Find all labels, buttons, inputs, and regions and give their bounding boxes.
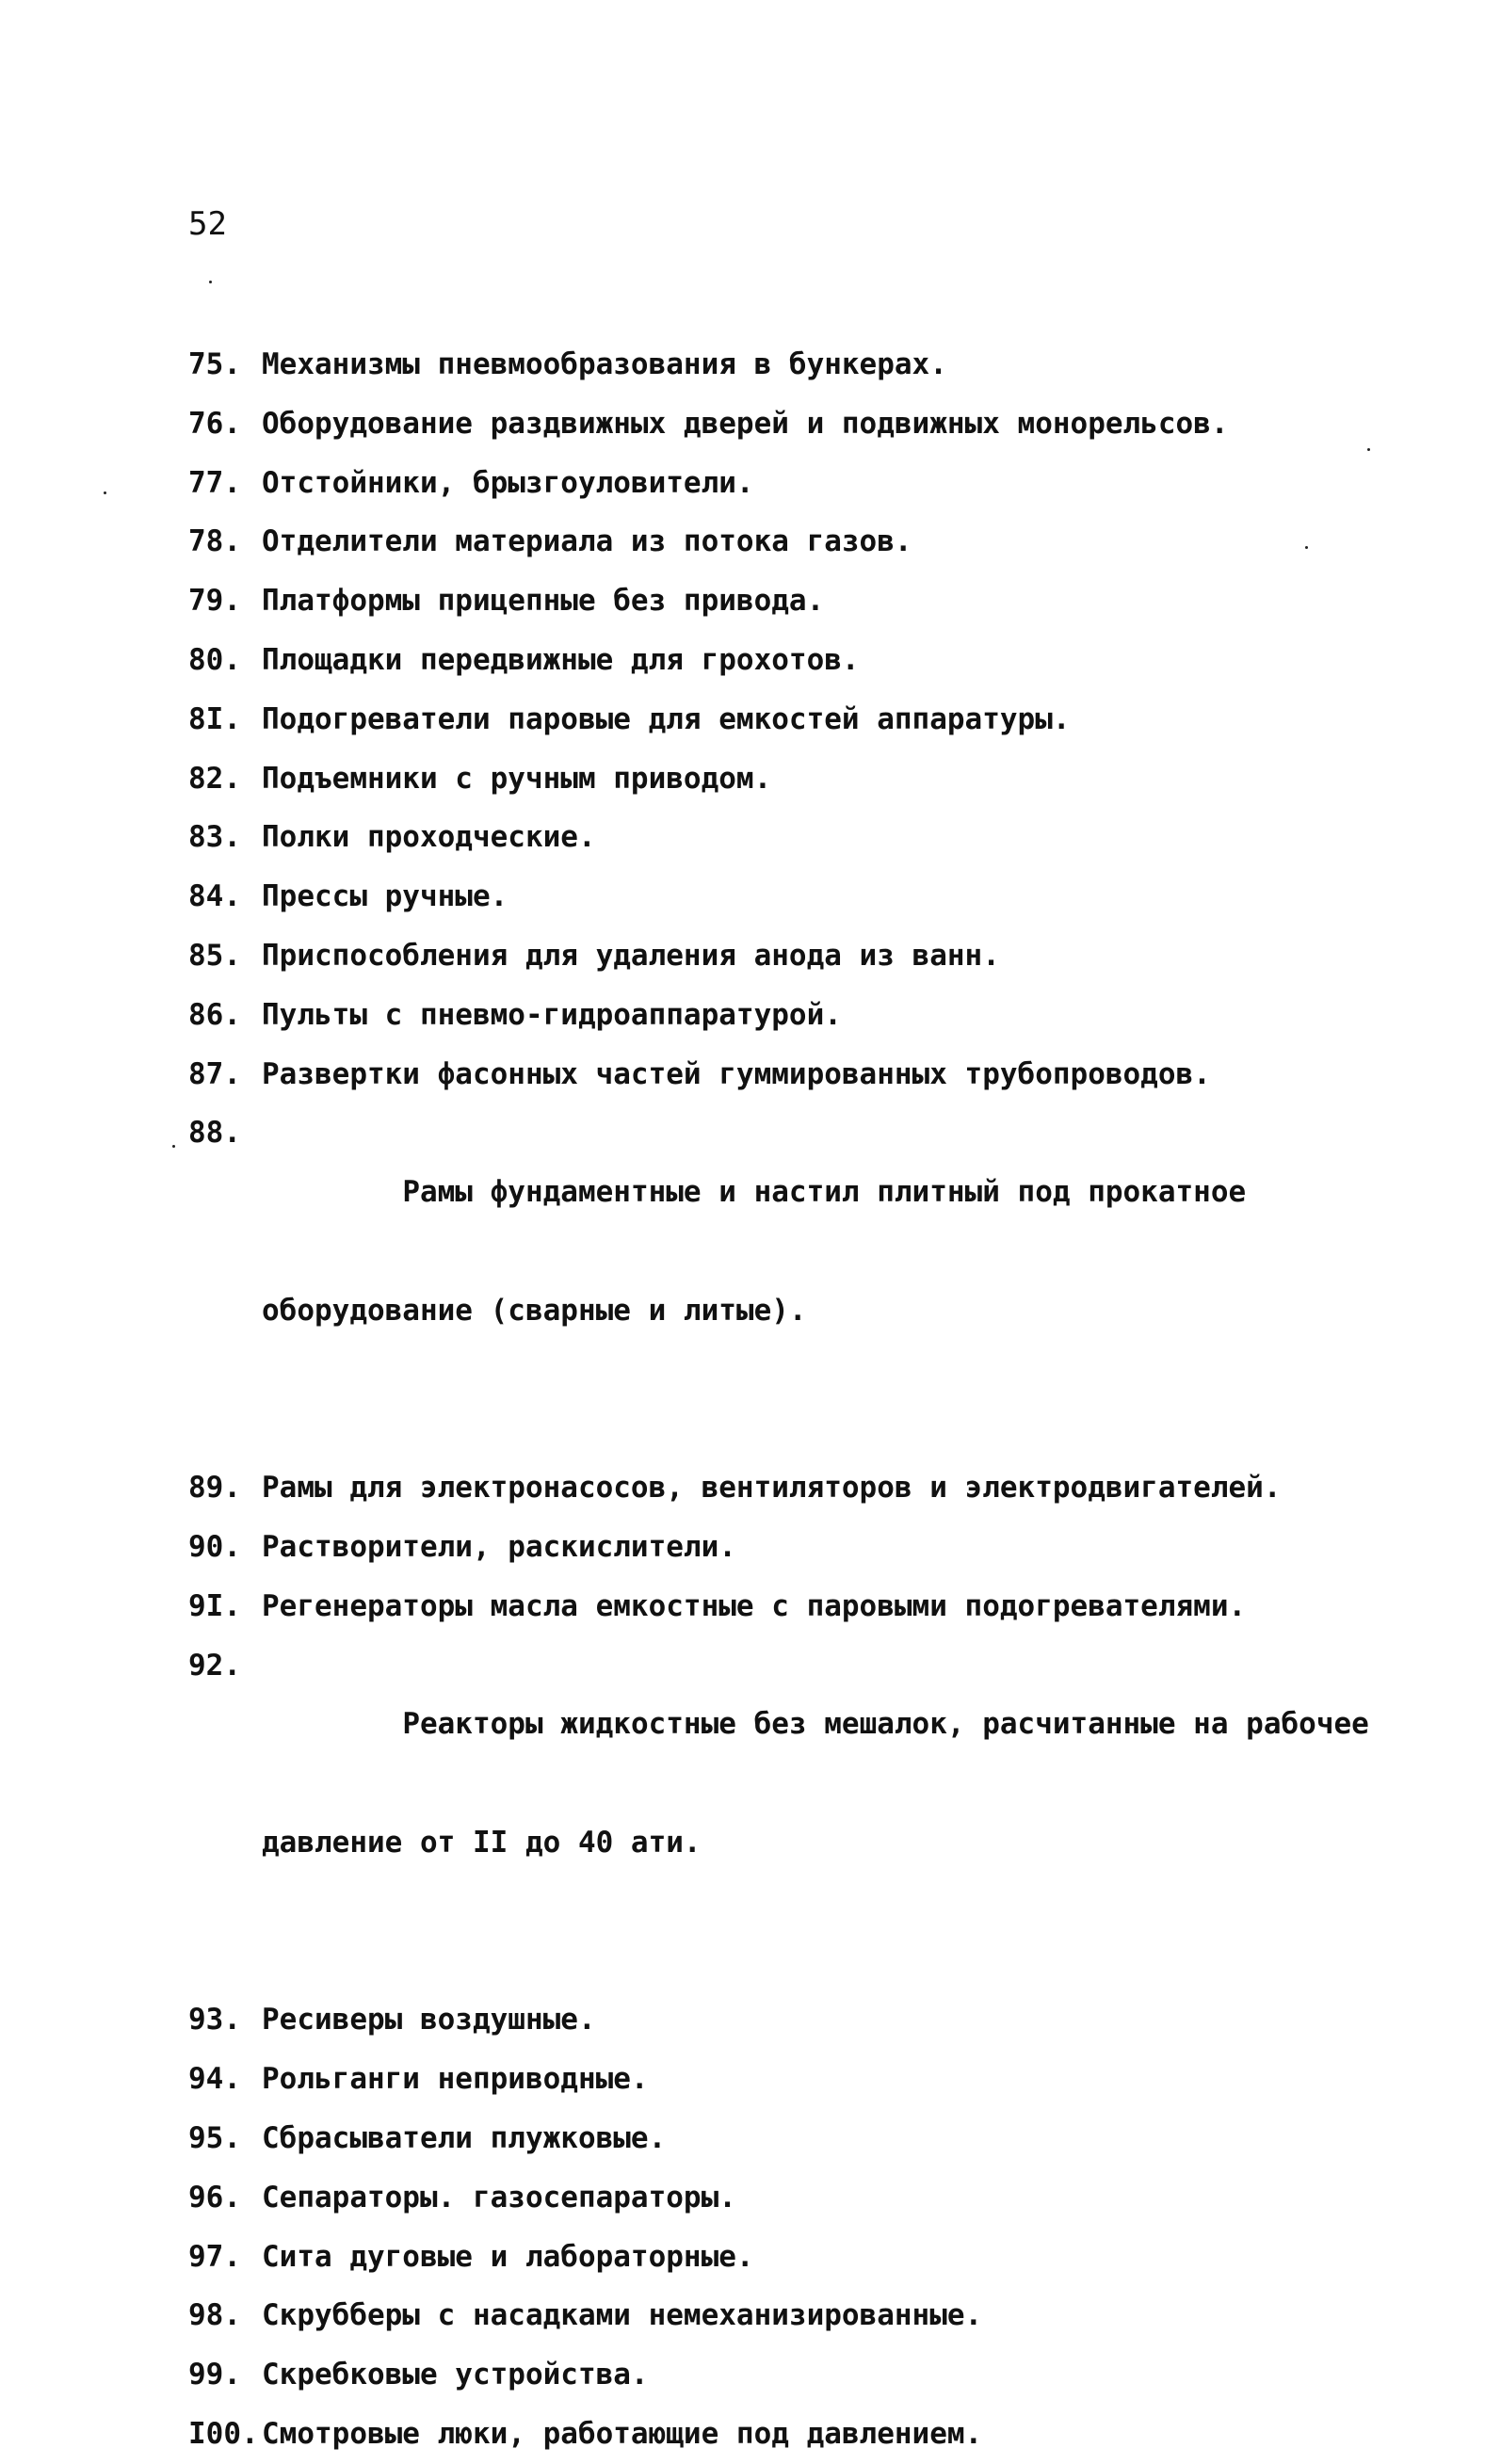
list-item <box>188 512 1412 572</box>
list-item <box>188 1103 1412 1458</box>
item-text: Платформы прицепные без привода. <box>262 584 825 619</box>
item-text: Ресиверы воздушные. <box>262 2003 596 2037</box>
item-text: Приспособления для удаления анода из ванн. <box>262 938 1000 973</box>
item-text: Подъемники с ручным приводом. <box>262 761 772 796</box>
item-number: 79. <box>188 584 241 619</box>
scan-speck <box>104 491 106 494</box>
list-item <box>188 395 1412 454</box>
item-number: 95. <box>188 2120 241 2155</box>
item-number: 86. <box>188 997 241 1032</box>
item-text: Реакторы жидкостные без мешалок, расчитанные на рабочее <box>402 1707 1369 1742</box>
item-text-continuation: давление от II до 40 ати. <box>262 1825 702 1860</box>
list-item <box>188 2345 1412 2405</box>
page-number: 52 <box>188 205 227 243</box>
scan-speck <box>1305 546 1308 549</box>
item-number: 80. <box>188 642 241 677</box>
item-text: Сбрасыватели плужковые. <box>262 2120 667 2155</box>
item-text: Сита дуговые и лабораторные. <box>262 2239 754 2274</box>
item-text-continuation: оборудование (сварные и литые). <box>262 1293 807 1328</box>
list-item <box>188 926 1412 986</box>
item-text: Скрубберы с насадками немеханизированные. <box>262 2298 983 2333</box>
list-item <box>188 335 1412 395</box>
item-text: Рамы для электронасосов, вентиляторов и электродвигателей. <box>262 1471 1282 1506</box>
list-item <box>188 1518 1412 1577</box>
item-number: 98. <box>188 2298 241 2333</box>
item-text: Регенераторы масла емкостные с паровыми подогревателями. <box>262 1588 1247 1623</box>
list-item <box>188 1636 1412 1991</box>
item-text: Подогреватели паровые для емкостей аппаратуры. <box>262 701 1071 736</box>
item-number: 82. <box>188 761 241 796</box>
list-item <box>188 1577 1412 1636</box>
item-number: 92. <box>188 1648 241 1683</box>
item-text: Пульты с пневмо-гидроаппаратурой. <box>262 997 842 1032</box>
item-number: 75. <box>188 347 241 381</box>
item-text: Отделители материала из потока газов. <box>262 524 912 559</box>
item-text: Растворители, раскислители. <box>262 1529 736 1564</box>
list-item <box>188 690 1412 749</box>
list-item <box>188 867 1412 926</box>
item-number: 84. <box>188 879 241 914</box>
list-item <box>188 986 1412 1045</box>
item-number: 85. <box>188 938 241 973</box>
scan-speck <box>172 1145 175 1148</box>
item-text: Рольганги неприводные. <box>262 2062 649 2097</box>
item-number: 87. <box>188 1056 241 1091</box>
item-number: 78. <box>188 524 241 559</box>
list-item <box>188 2228 1412 2287</box>
list-item <box>188 808 1412 867</box>
item-text: Механизмы пневмообразования в бункерах. <box>262 347 947 381</box>
item-number: 94. <box>188 2062 241 2097</box>
item-number: 99. <box>188 2358 241 2392</box>
list-item <box>188 1990 1412 2050</box>
item-number: 77. <box>188 465 241 500</box>
item-number: 83. <box>188 820 241 855</box>
item-number: 8I. <box>188 701 241 736</box>
list-item <box>188 2286 1412 2345</box>
item-text: Смотровые люки, работающие под давлением. <box>262 2416 983 2451</box>
item-text: Сепараторы. газосепараторы. <box>262 2180 736 2214</box>
list-item <box>188 749 1412 809</box>
item-text: Скребковые устройства. <box>262 2358 649 2392</box>
item-text: Оборудование раздвижных дверей и подвижных монорельсов. <box>262 406 1229 441</box>
scan-speck <box>1367 448 1370 451</box>
item-number: 89. <box>188 1471 241 1506</box>
item-number: 93. <box>188 2003 241 2037</box>
item-text: Развертки фасонных частей гуммированных трубопроводов. <box>262 1056 1211 1091</box>
list-item <box>188 2050 1412 2109</box>
equipment-list <box>188 335 1412 2464</box>
list-item <box>188 454 1412 513</box>
item-text: Полки проходческие. <box>262 820 596 855</box>
list-item <box>188 1458 1412 1518</box>
list-item <box>188 2168 1412 2228</box>
list-item <box>188 2405 1412 2464</box>
item-number: 88. <box>188 1116 241 1151</box>
item-text: Прессы ручные. <box>262 879 508 914</box>
scan-speck <box>209 281 212 283</box>
item-text: Площадки передвижные для грохотов. <box>262 642 860 677</box>
item-text: Отстойники, брызгоуловители. <box>262 465 754 500</box>
list-item <box>188 2109 1412 2168</box>
item-number: 97. <box>188 2239 241 2274</box>
item-number: I00. <box>188 2416 259 2451</box>
item-number: 76. <box>188 406 241 441</box>
item-text: Рамы фундаментные и настил плитный под прокатное <box>402 1175 1247 1210</box>
list-item <box>188 572 1412 631</box>
item-number: 90. <box>188 1529 241 1564</box>
item-number: 9I. <box>188 1588 241 1623</box>
list-item <box>188 1045 1412 1104</box>
item-number: 96. <box>188 2180 241 2214</box>
list-item <box>188 631 1412 690</box>
